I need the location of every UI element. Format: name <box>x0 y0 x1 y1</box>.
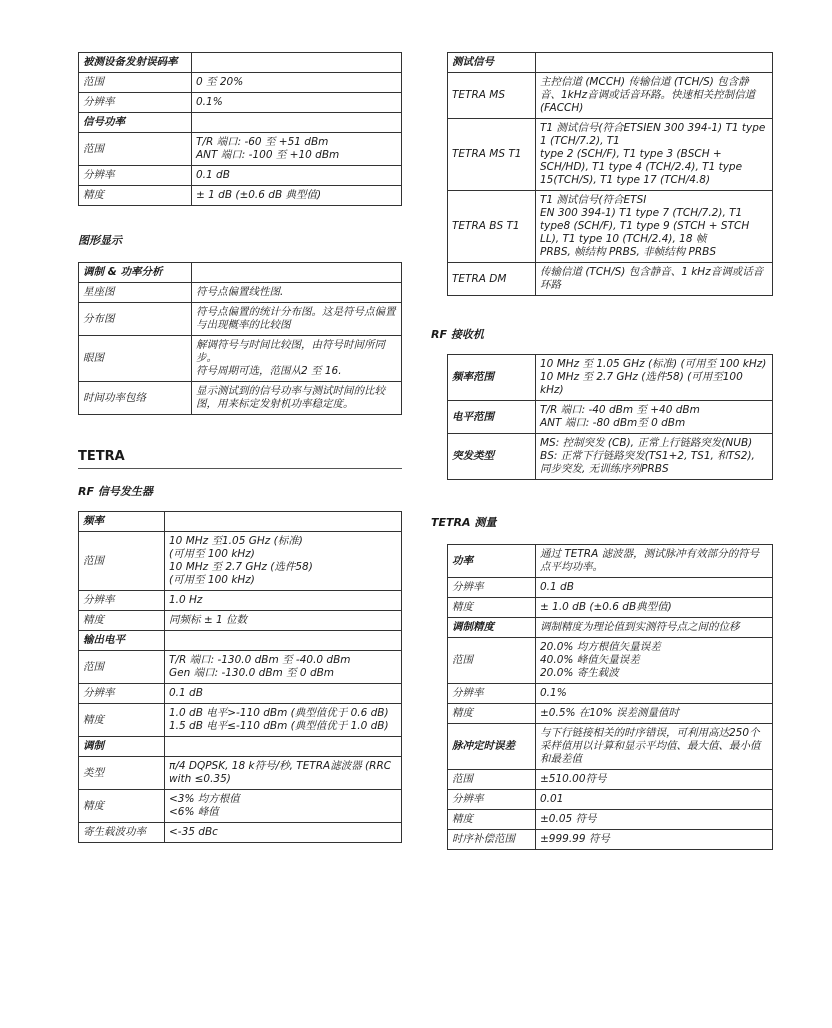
table-row: 频率范围 10 MHz 至 1.05 GHz (标准) (可用至 100 kHz) 10 MHz 至 2.7 GHz (选件58) (可用至100 kHz) <box>448 355 773 401</box>
rf-receiver-title: RF 接收机 <box>431 328 484 341</box>
table-header: 频率 <box>79 512 165 532</box>
table-row: 分辨率 0.1 dB <box>79 166 402 186</box>
table-row: 范围 T/R 端口: -130.0 dBm 至 -40.0 dBm Gen 端口: -130.0 dBm 至 0 dBm <box>79 651 402 684</box>
table-row: 精度 ±0.05 符号 <box>448 810 773 830</box>
table-row: 时间功率包络 显示测试到的信号功率与测试时间的比较图，用来标定发射机功率稳定度。 <box>79 382 402 415</box>
table-header: 调制 <box>79 737 165 757</box>
table-row: 精度 同频标 ± 1 位数 <box>79 611 402 631</box>
tetra-measurement-table <box>447 544 773 850</box>
table-row: 范围 ±510.00符号 <box>448 770 773 790</box>
table-row: 精度 1.0 dB 电平>-110 dBm (典型值优于 0.6 dB) 1.5 dB 电平≤-110 dBm (典型值优于 1.0 dB) <box>79 704 402 737</box>
rf-receiver-table <box>447 354 773 480</box>
table-row: 类型 π/4 DQPSK, 18 k符号/秒, TETRA滤波器 (RRC with ≤0.35) <box>79 757 402 790</box>
test-signal-table <box>447 52 773 296</box>
table-row: 眼图 解调符号与时间比较图，由符号时间所同步。 符号周期可选，范围从2 至 16. <box>79 336 402 382</box>
table-row: 寄生载波功率 <-35 dBc <box>79 823 402 843</box>
table-row: 范围 10 MHz 至1.05 GHz (标准) (可用至 100 kHz) 10 MHz 至 2.7 GHz (选件58) (可用至 100 kHz) <box>79 532 402 591</box>
table-header: 输出电平 <box>79 631 165 651</box>
table-row: 星座图 符号点偏置线性图. <box>79 283 402 303</box>
table-row: 精度 ± 1.0 dB (±0.6 dB典型值) <box>448 598 773 618</box>
table-header: 被测设备发射误码率 <box>79 53 192 73</box>
left-column <box>78 52 402 843</box>
table-row: 突发类型 MS: 控制突发 (CB), 正常上行链路突发(NUB) BS: 正常下行链路突发(TS1+2, TS1, 和TS2), 同步突发, 无训练序列PRBS <box>448 434 773 480</box>
tetra-measurement-title: TETRA 测量 <box>431 516 497 529</box>
table-row: 分布图 符号点偏置的统计分布图。这是符号点偏置与出现概率的比较图 <box>79 303 402 336</box>
table-row: TETRA MS 主控信道 (MCCH) 传输信道 (TCH/S) 包含静音、1kHz音调或话音环路。快速相关控制信道(FACCH) <box>448 73 773 119</box>
rf-generator-title: RF 信号发生器 <box>78 485 153 498</box>
table-row: 功率 通过 TETRA 滤波器，测试脉冲有效部分的符号点平均功率。 <box>448 545 773 578</box>
table-row: TETRA DM 传输信道 (TCH/S) 包含静音、1 kHz音调或话音环路 <box>448 263 773 296</box>
table-row: TETRA BS T1 T1 测试信号(符合ETSI EN 300 394-1) T1 type 7 (TCH/7.2), T1 type8 (SCH/F), T1 type 9 (STCH + STCH LL), T1 type 10 (TCH/2.4), 18 帧 PRBS, 帧结构 PRBS, 非帧结构 PRBS <box>448 191 773 263</box>
table-header: 调制 & 功率分析 <box>79 263 192 283</box>
table-row: 精度 ±0.5% 在10% 误差测量值时 <box>448 704 773 724</box>
table-row: 分辨率 1.0 Hz <box>79 591 402 611</box>
table-row: 分辨率 0.1% <box>79 93 402 113</box>
tetra-title: TETRA <box>78 449 402 469</box>
table-row: 分辨率 0.1 dB <box>448 578 773 598</box>
table-row: 脉冲定时误差 与下行链接相关的时序错误，可利用高达250个采样值用以计算和显示平均值、最大值、最小值和最差值 <box>448 724 773 770</box>
graphics-title: 图形显示 <box>78 234 122 247</box>
table-row: 分辨率 0.01 <box>448 790 773 810</box>
table-row: 范围 T/R 端口: -60 至 +51 dBm ANT 端口: -100 至 +10 dBm <box>79 133 402 166</box>
table-row: 时序补偿范围 ±999.99 符号 <box>448 830 773 850</box>
modulation-analysis-table <box>78 262 402 415</box>
table-row: 范围 20.0% 均方根值矢量误差 40.0% 峰值矢量误差 20.0% 寄生载波 <box>448 638 773 684</box>
table-row: 范围 0 至 20% <box>79 73 402 93</box>
table-header: 测试信号 <box>448 53 536 73</box>
right-column <box>431 52 773 850</box>
table-row: 分辨率 0.1% <box>448 684 773 704</box>
table-row: 精度 ± 1 dB (±0.6 dB 典型值) <box>79 186 402 206</box>
table-row: 分辨率 0.1 dB <box>79 684 402 704</box>
table-row: 调制精度 调制精度为理论值到实测符号点之间的位移 <box>448 618 773 638</box>
rf-generator-table <box>78 511 402 843</box>
table-row: 精度 <3% 均方根值 <6% 峰值 <box>79 790 402 823</box>
table-header: 信号功率 <box>79 113 192 133</box>
table-row: TETRA MS T1 T1 测试信号(符合ETSIEN 300 394-1) T1 type 1 (TCH/7.2), T1 type 2 (SCH/F), T1 type 3 (BSCH + SCH/HD), T1 type 4 (TCH/2.4), T1 type 15(TCH/S), T1 type 17 (TCH/4.8) <box>448 119 773 191</box>
ber-power-table <box>78 52 402 206</box>
table-row: 电平范围 T/R 端口: -40 dBm 至 +40 dBm ANT 端口: -80 dBm至 0 dBm <box>448 401 773 434</box>
